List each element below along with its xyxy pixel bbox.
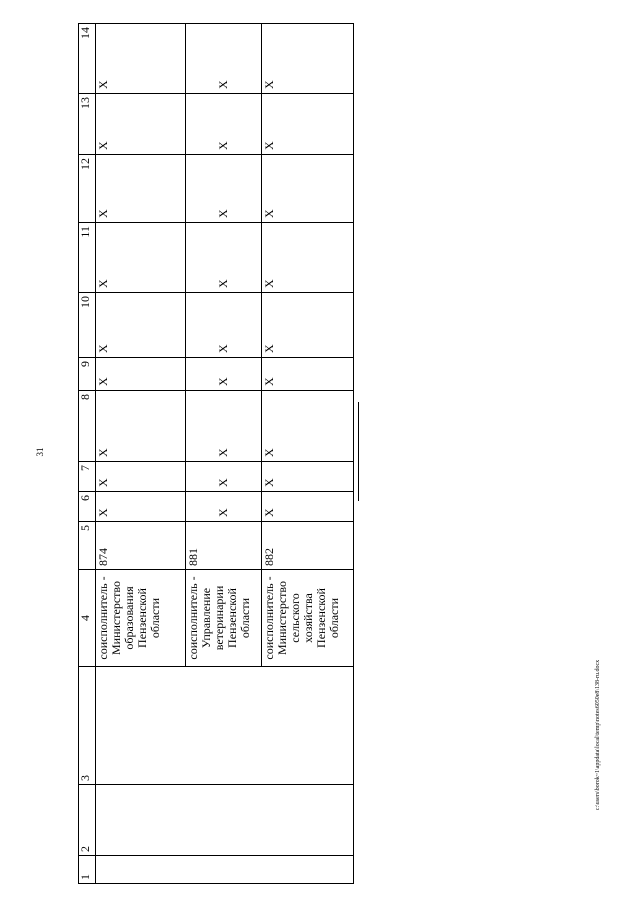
mark-cell: X <box>262 492 354 522</box>
mark-cell: X <box>262 24 354 94</box>
col-header: 10 <box>79 293 96 358</box>
page-number: 31 <box>35 447 45 457</box>
col-header: 2 <box>79 785 96 856</box>
table-cell-empty <box>96 667 354 785</box>
rotated-table-container <box>78 24 341 884</box>
mark-cell: X <box>96 94 186 155</box>
mark-cell: X <box>186 293 262 358</box>
mark-cell: X <box>262 94 354 155</box>
col-header: 13 <box>79 94 96 155</box>
mark-cell: X <box>96 391 186 462</box>
col-header: 5 <box>79 522 96 570</box>
mark-cell: X <box>186 462 262 492</box>
col-header: 8 <box>79 391 96 462</box>
table-cell-empty <box>96 856 354 884</box>
mark-cell: X <box>96 492 186 522</box>
mark-cell: X <box>262 462 354 492</box>
mark-cell: X <box>96 155 186 223</box>
col-header: 3 <box>79 667 96 785</box>
col-header: 9 <box>79 358 96 391</box>
col-header: 7 <box>79 462 96 492</box>
mark-cell: X <box>262 391 354 462</box>
mark-cell: X <box>186 223 262 293</box>
mark-cell: X <box>186 155 262 223</box>
col-header: 6 <box>79 492 96 522</box>
table-cell-empty <box>96 785 354 856</box>
col-header: 4 <box>79 570 96 667</box>
mark-cell: X <box>96 293 186 358</box>
mark-cell: X <box>96 358 186 391</box>
mark-cell: X <box>262 223 354 293</box>
signature-line <box>358 402 359 501</box>
executor-cell: соисполнитель - Министерство сельского хозяйства Пензенской области <box>262 570 354 667</box>
mark-cell: X <box>186 492 262 522</box>
col-header: 14 <box>79 24 96 94</box>
code-cell: 882 <box>262 522 354 570</box>
mark-cell: X <box>96 223 186 293</box>
mark-cell: X <box>96 24 186 94</box>
col-header: 12 <box>79 155 96 223</box>
mark-cell: X <box>262 358 354 391</box>
mark-cell: X <box>96 462 186 492</box>
mark-cell: X <box>262 293 354 358</box>
code-cell: 874 <box>96 522 186 570</box>
col-header: 11 <box>79 223 96 293</box>
executor-cell: соисполнитель - Управление ветеринарии Пензенской области <box>186 570 262 667</box>
header-row <box>79 24 96 884</box>
code-cell: 881 <box>186 522 262 570</box>
col-header: 1 <box>79 856 96 884</box>
mark-cell: X <box>186 358 262 391</box>
mark-cell: X <box>262 155 354 223</box>
table-row <box>96 24 186 884</box>
data-table <box>78 23 354 884</box>
mark-cell: X <box>186 391 262 462</box>
footer-file-path: c:\users\borok~1\appdata\local\temp\notes6050e8\138-ru.docx <box>595 659 601 811</box>
mark-cell: X <box>186 24 262 94</box>
mark-cell: X <box>186 94 262 155</box>
executor-cell: соисполнитель - Министерство образования Пензенской области <box>96 570 186 667</box>
